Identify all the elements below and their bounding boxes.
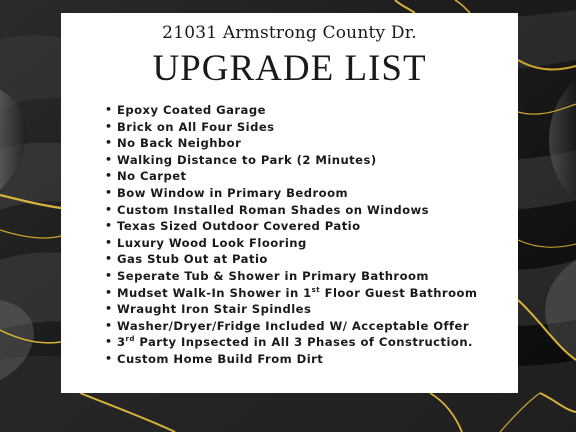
- list-item: [105, 235, 477, 252]
- list-item-text: Luxury Wood Look Flooring: [117, 235, 307, 250]
- list-item: [105, 334, 477, 351]
- list-item: [105, 285, 477, 302]
- list-item: [105, 251, 477, 268]
- list-item-text: Epoxy Coated Garage: [117, 103, 266, 117]
- ordinal-suffix: st: [311, 285, 321, 294]
- list-item: [105, 119, 477, 136]
- list-item-text: Custom Installed Roman Shades on Windows: [117, 202, 430, 217]
- bullet-icon: •: [105, 219, 113, 233]
- bullet-icon: •: [105, 268, 113, 282]
- list-item-text: 3: [117, 335, 126, 350]
- list-item: [105, 185, 477, 202]
- upgrade-list: [105, 102, 477, 368]
- list-item: [105, 301, 477, 318]
- list-item-text: Texas Sized Outdoor Covered Patio: [117, 219, 361, 234]
- bullet-icon: •: [105, 152, 113, 166]
- bullet-icon: •: [105, 318, 113, 332]
- bullet-icon: •: [105, 351, 113, 365]
- list-item: [105, 102, 477, 119]
- list-item-text: Floor Guest Bathroom: [320, 285, 478, 300]
- bullet-icon: •: [105, 202, 113, 216]
- list-item: [105, 135, 477, 152]
- list-item-text: Party Inpsected in All 3 Phases of Construction.: [134, 335, 473, 350]
- list-item-text: Gas Stub Out at Patio: [117, 252, 268, 267]
- bullet-icon: •: [105, 185, 113, 199]
- list-item: [105, 268, 477, 285]
- list-item: [105, 202, 477, 219]
- upgrade-list-title: UPGRADE LIST: [152, 48, 427, 89]
- list-item: [105, 168, 477, 185]
- list-item-text: Washer/Dryer/Fridge Included W/ Acceptable Offer: [117, 318, 470, 333]
- list-item-text: No Back Neighbor: [117, 136, 242, 151]
- list-item-text: Wraught Iron Stair Spindles: [117, 302, 312, 317]
- bullet-icon: •: [105, 302, 113, 316]
- bullet-icon: •: [105, 103, 113, 116]
- property-address: 21031 Armstrong County Dr.: [162, 23, 417, 43]
- list-item: [105, 218, 477, 235]
- bullet-icon: •: [105, 119, 113, 133]
- list-item-text: Seperate Tub & Shower in Primary Bathroom: [117, 268, 429, 283]
- list-item-text: Mudset Walk-In Shower in 1: [117, 285, 312, 300]
- ordinal-suffix: rd: [125, 335, 135, 344]
- list-item: [105, 351, 477, 368]
- bullet-icon: •: [105, 136, 113, 150]
- list-item: [105, 152, 477, 169]
- bullet-icon: •: [105, 235, 113, 249]
- bullet-icon: •: [105, 169, 113, 183]
- list-item-text: Custom Home Build From Dirt: [117, 351, 324, 366]
- list-item-text: Walking Distance to Park (2 Minutes): [117, 152, 377, 167]
- bullet-icon: •: [105, 252, 113, 266]
- upgrade-list-card: [61, 13, 518, 393]
- list-item: [105, 318, 477, 335]
- bullet-icon: •: [105, 335, 113, 349]
- list-item-text: Brick on All Four Sides: [117, 119, 275, 134]
- list-item-text: Bow Window in Primary Bedroom: [117, 185, 349, 200]
- bullet-icon: •: [105, 285, 113, 299]
- list-item-text: No Carpet: [117, 169, 187, 184]
